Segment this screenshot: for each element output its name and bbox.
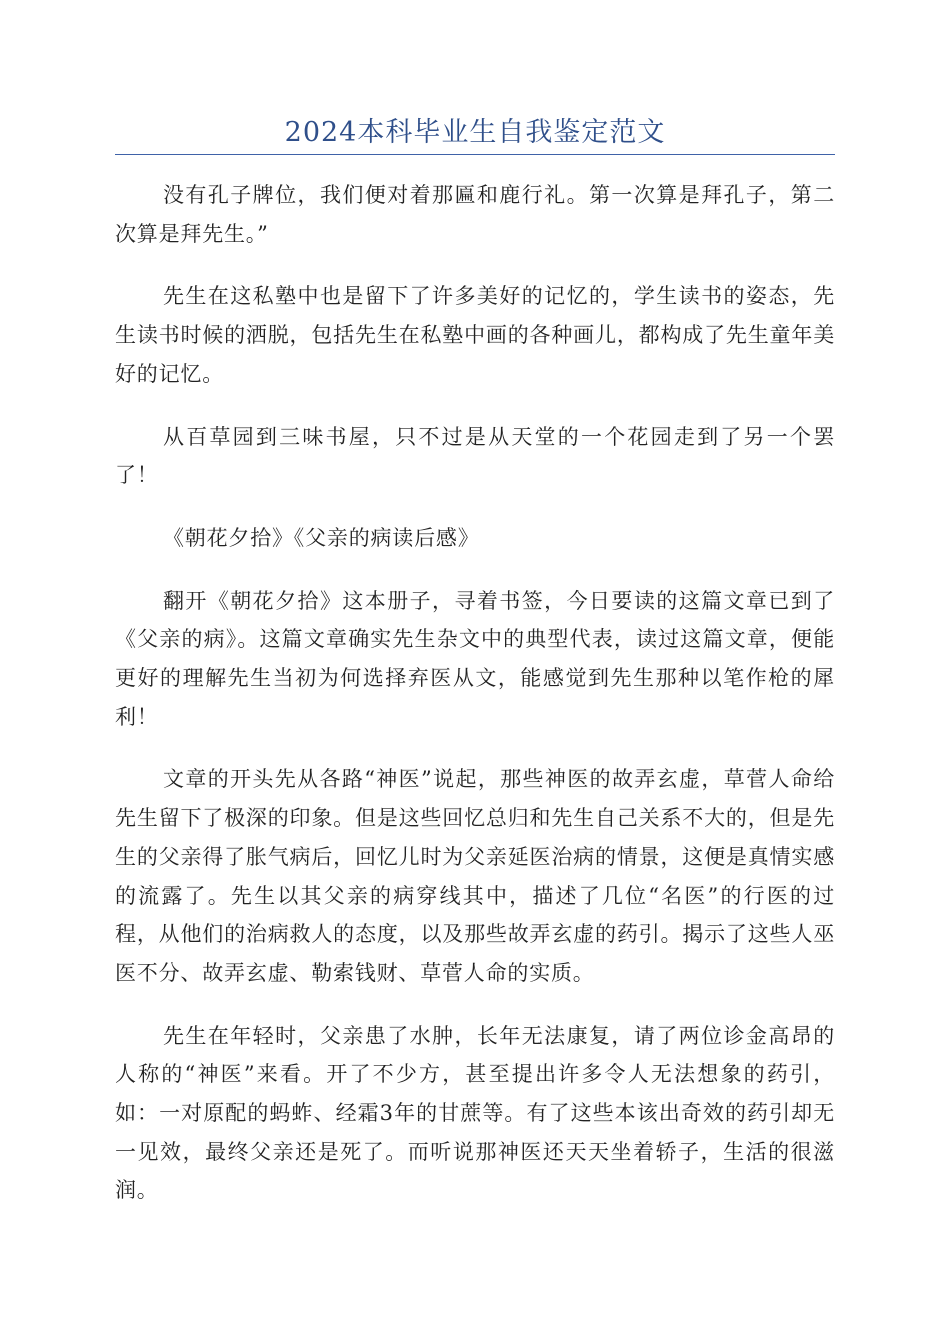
paragraph-7: 先生在年轻时，父亲患了水肿，长年无法康复，请了两位诊金高昂的人称的“神医”来看。开了不少方，甚至提出许多令人无法想象的药引，如：一对原配的蚂蚱、经霜3年的甘蔗等。有了这些本该出奇效的药引却无一见效，最终父亲还是死了。而听说那神医还天天坐着轿子，生活的很滋润。 (115, 1023, 835, 1203)
paragraph-3: 从百草园到三味书屋，只不过是从天堂的一个花园走到了另一个罢了！ (115, 424, 835, 488)
paragraph-5: 翻开《朝花夕拾》这本册子，寻着书签，今日要读的这篇文章已到了《父亲的病》。这篇文章确实先生杂文中的典型代表，读过这篇文章，便能更好的理解先生当初为何选择弃医从文，能感觉到先生那种以笔作枪的犀利！ (115, 588, 835, 729)
document-body (115, 176, 835, 1234)
paragraph-book-title: 《朝花夕拾》《父亲的病读后感》 (163, 525, 480, 550)
paragraph-6: 文章的开头先从各路“神医”说起，那些神医的故弄玄虚，草菅人命给先生留下了极深的印象。但是这些回忆总归和先生自己关系不大的，但是先生的父亲得了胀气病后，回忆儿时为父亲延医治病的情景，这便是真情实感的流露了。先生以其父亲的病穿线其中，描述了几位“名医”的行医的过程，从他们的治病救人的态度，以及那些故弄玄虚的药引。揭示了这些人巫医不分、故弄玄虚、勒索钱财、草菅人命的实质。 (115, 767, 835, 985)
document-title: 2024本科毕业生自我鉴定范文 (284, 117, 666, 148)
title-underline (115, 154, 835, 155)
paragraph-2: 先生在这私塾中也是留下了许多美好的记忆的，学生读书的姿态，先生读书时候的洒脱，包括先生在私塾中画的各种画儿，都构成了先生童年美好的记忆。 (115, 284, 835, 386)
paragraph-1: 没有孔子牌位，我们便对着那匾和鹿行礼。第一次算是拜孔子，第二次算是拜先生。” (115, 183, 835, 246)
